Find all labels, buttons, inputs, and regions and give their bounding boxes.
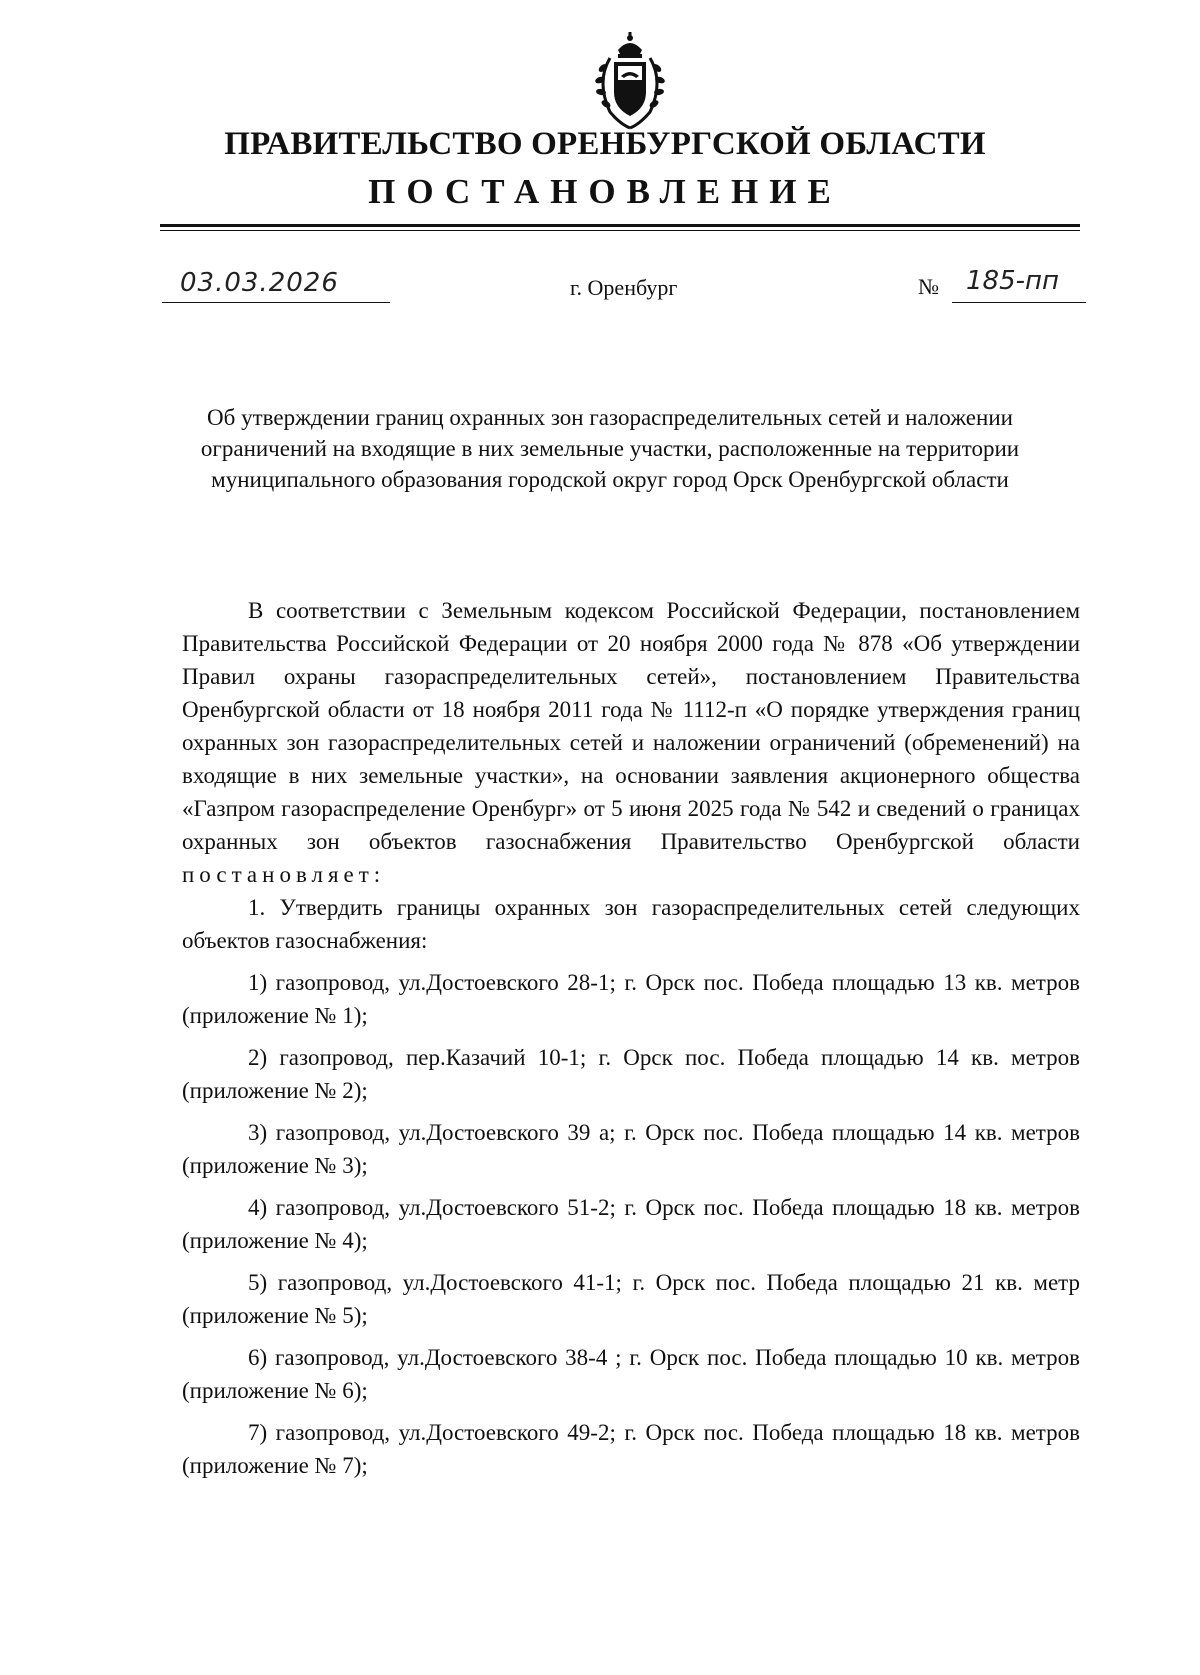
number-field <box>952 268 1086 303</box>
list-item: 1) газопровод, ул.Достоевского 28-1; г. Орск пос. Победа площадью 13 кв. метров (приложение № 1); <box>182 970 1080 1028</box>
preamble-text: В соответствии с Земельным кодексом Российской Федерации, постановлением Правительства Российской Федерации от 20 ноября 2000 года № 878 «Об утверждении Правил охраны газораспределительных сетей», постановлением Правительства Оренбургской области от 18 ноября 2011 года № 1112-п «О порядке утверждения границ охранных зон газораспределительных сетей и наложении ограничений (обременений) на входящие в них земельные участки», на основании заявления акционерного общества «Газпром газораспределение Оренбург» от 5 июня 2025 года № 542 и сведений о границах охранных зон объектов газоснабжения Правительство Оренбургской области <box>182 598 1080 854</box>
list-item: 5) газопровод, ул.Достоевского 41-1; г. Орск пос. Победа площадью 21 кв. метр (приложение № 5); <box>182 1270 1080 1328</box>
government-title: ПРАВИТЕЛЬСТВО ОРЕНБУРГСКОЙ ОБЛАСТИ <box>224 126 986 162</box>
coat-of-arms-emblem <box>588 32 672 132</box>
document-type-title: ПОСТАНОВЛЕНИЕ <box>368 172 842 211</box>
list-item: 3) газопровод, ул.Достоевского 39 а; г. Орск пос. Победа площадью 14 кв. метров (приложение № 3); <box>182 1120 1080 1178</box>
date-field <box>162 268 390 303</box>
city-label: г. Оренбург <box>570 275 678 300</box>
handwritten-date: 03.03.2026 <box>180 268 339 298</box>
list-item: 6) газопровод, ул.Достоевского 38-4 ; г. Орск пос. Победа площадью 10 кв. метров (приложение № 6); <box>182 1345 1080 1403</box>
list-item: 4) газопровод, ул.Достоевского 51-2; г. Орск пос. Победа площадью 18 кв. метров (приложение № 4); <box>182 1195 1080 1253</box>
list-item: 7) газопровод, ул.Достоевского 49-2; г. Орск пос. Победа площадью 18 кв. метров (приложение № 7); <box>182 1420 1080 1478</box>
document-body <box>182 594 1080 1491</box>
number-sign: № <box>918 274 939 299</box>
header-divider-thick <box>160 224 1080 227</box>
header-divider-thin <box>160 230 1080 231</box>
clause-1: 1. Утвердить границы охранных зон газораспределительных сетей следующих объектов газоснабжения: <box>182 895 1080 953</box>
handwritten-number: 185-пп <box>966 266 1060 296</box>
document-subject: Об утверждении границ охранных зон газораспределительных сетей и наложении ограничений на входящие в них земельные участки, расположенные на территории муниципального образования городской округ город Орск Оренбургской области <box>200 405 1020 492</box>
preamble-paragraph <box>182 594 1080 891</box>
preamble-verb: постановляет: <box>182 862 386 887</box>
list-item: 2) газопровод, пер.Казачий 10-1; г. Орск пос. Победа площадью 14 кв. метров (приложение № 2); <box>182 1045 1080 1103</box>
